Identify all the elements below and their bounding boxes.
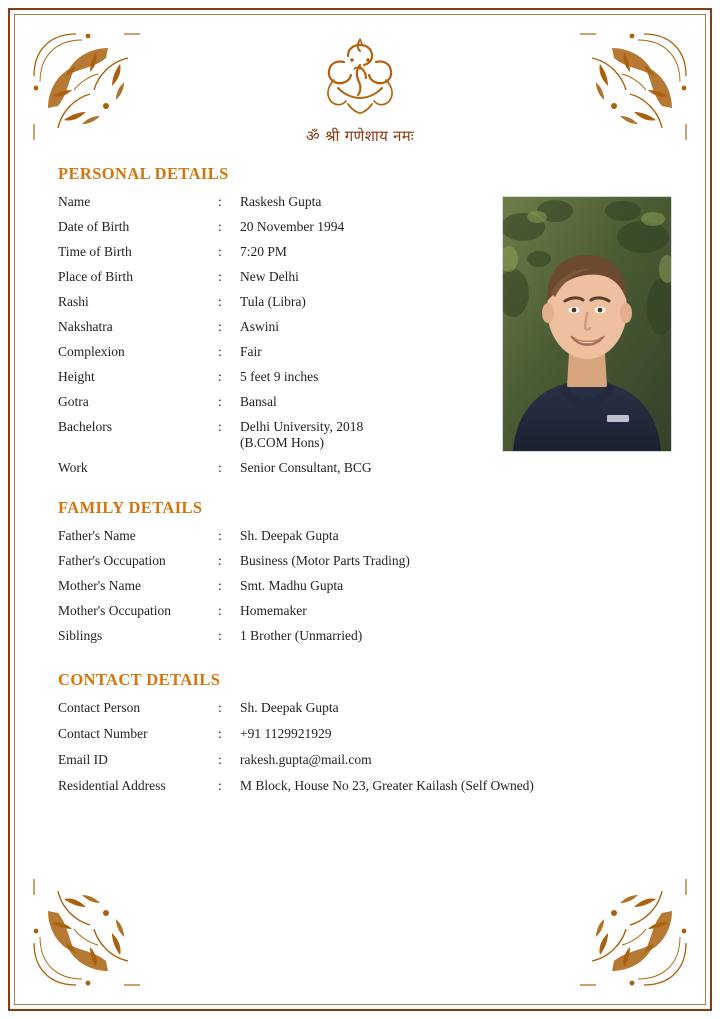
detail-separator: : (218, 394, 222, 409)
detail-row (58, 244, 478, 260)
detail-row (58, 460, 478, 476)
detail-value: Fair (240, 344, 262, 359)
detail-label: Height (58, 369, 95, 384)
detail-row (58, 219, 478, 235)
section-title-personal: PERSONAL DETAILS (58, 164, 229, 183)
detail-value: Homemaker (240, 603, 307, 618)
detail-separator: : (218, 194, 222, 209)
detail-separator: : (218, 778, 222, 793)
floral-corner-ornament-icon (28, 28, 158, 158)
detail-row (58, 394, 478, 410)
detail-row (58, 319, 478, 335)
detail-row (58, 752, 664, 768)
detail-row (58, 553, 664, 569)
page-content (22, 22, 698, 997)
detail-label: Father's Name (58, 528, 136, 543)
detail-label: Nakshatra (58, 319, 113, 334)
section-personal-details (22, 164, 698, 476)
section-title-family: FAMILY DETAILS (58, 498, 203, 517)
detail-value: New Delhi (240, 269, 299, 284)
detail-label: Mother's Name (58, 578, 142, 593)
section-title-contact: CONTACT DETAILS (58, 670, 221, 689)
detail-separator: : (218, 603, 222, 618)
detail-separator: : (218, 628, 222, 643)
detail-value: 1 Brother (Unmarried) (240, 628, 363, 643)
detail-separator: : (218, 344, 222, 359)
detail-value: Smt. Madhu Gupta (240, 578, 344, 593)
detail-label: Email ID (58, 752, 108, 767)
detail-separator: : (218, 700, 222, 715)
detail-separator: : (218, 528, 222, 543)
detail-value: Bansal (240, 394, 277, 409)
detail-separator: : (218, 219, 222, 234)
detail-separator: : (218, 460, 222, 475)
detail-label: Residential Address (58, 778, 166, 793)
detail-row (58, 369, 478, 385)
detail-row (58, 700, 664, 716)
section-family-details (22, 498, 698, 644)
detail-value: 5 feet 9 inches (240, 369, 319, 384)
personal-details-rows (58, 194, 478, 476)
detail-label: Complexion (58, 344, 125, 359)
detail-label: Siblings (58, 628, 103, 643)
detail-separator: : (218, 244, 222, 259)
detail-value: Business (Motor Parts Trading) (240, 553, 410, 568)
floral-corner-ornament-icon (28, 861, 158, 991)
detail-separator: : (218, 269, 222, 284)
detail-row (58, 194, 478, 210)
detail-separator: : (218, 553, 222, 568)
detail-label: Gotra (58, 394, 89, 409)
profile-photo (502, 196, 672, 452)
detail-row (58, 726, 664, 742)
detail-value: Tula (Libra) (240, 294, 306, 309)
detail-label: Mother's Occupation (58, 603, 172, 618)
detail-row (58, 419, 478, 451)
detail-separator: : (218, 419, 222, 434)
detail-label: Father's Occupation (58, 553, 166, 568)
detail-separator: : (218, 369, 222, 384)
detail-value: Sh. Deepak Gupta (240, 700, 339, 715)
detail-separator: : (218, 294, 222, 309)
detail-label: Bachelors (58, 419, 112, 434)
detail-label: Place of Birth (58, 269, 133, 284)
family-details-rows (58, 528, 664, 644)
detail-value: +91 1129921929 (240, 726, 332, 741)
detail-row (58, 778, 664, 794)
detail-separator: : (218, 578, 222, 593)
detail-value: Raskesh Gupta (240, 194, 322, 209)
detail-separator: : (218, 752, 222, 767)
detail-value: 20 November 1994 (240, 219, 345, 234)
detail-value: 7:20 PM (240, 244, 287, 259)
detail-label: Date of Birth (58, 219, 130, 234)
detail-label: Contact Number (58, 726, 148, 741)
contact-details-rows (58, 700, 664, 794)
detail-value: Delhi University, 2018 (B.COM Hons) (240, 419, 364, 450)
detail-row (58, 344, 478, 360)
detail-label: Time of Birth (58, 244, 132, 259)
detail-row (58, 528, 664, 544)
detail-label: Work (58, 460, 88, 475)
detail-separator: : (218, 319, 222, 334)
detail-label: Rashi (58, 294, 89, 309)
detail-label: Contact Person (58, 700, 141, 715)
detail-value: Aswini (240, 319, 280, 334)
detail-value: M Block, House No 23, Greater Kailash (Self Owned) (240, 778, 534, 793)
floral-corner-ornament-icon (562, 28, 692, 158)
detail-value: Sh. Deepak Gupta (240, 528, 339, 543)
email-value[interactable]: rakesh.gupta@mail.com (240, 752, 372, 767)
detail-label: Name (58, 194, 91, 209)
detail-separator: : (218, 726, 222, 741)
section-contact-details (22, 670, 698, 794)
detail-row (58, 269, 478, 285)
floral-corner-ornament-icon (562, 861, 692, 991)
detail-row (58, 628, 664, 644)
detail-row (58, 578, 664, 594)
mantra-text: ॐ श्री गणेशाय नमः (305, 127, 415, 145)
detail-value: Senior Consultant, BCG (240, 460, 372, 475)
detail-row (58, 294, 478, 310)
detail-row (58, 603, 664, 619)
